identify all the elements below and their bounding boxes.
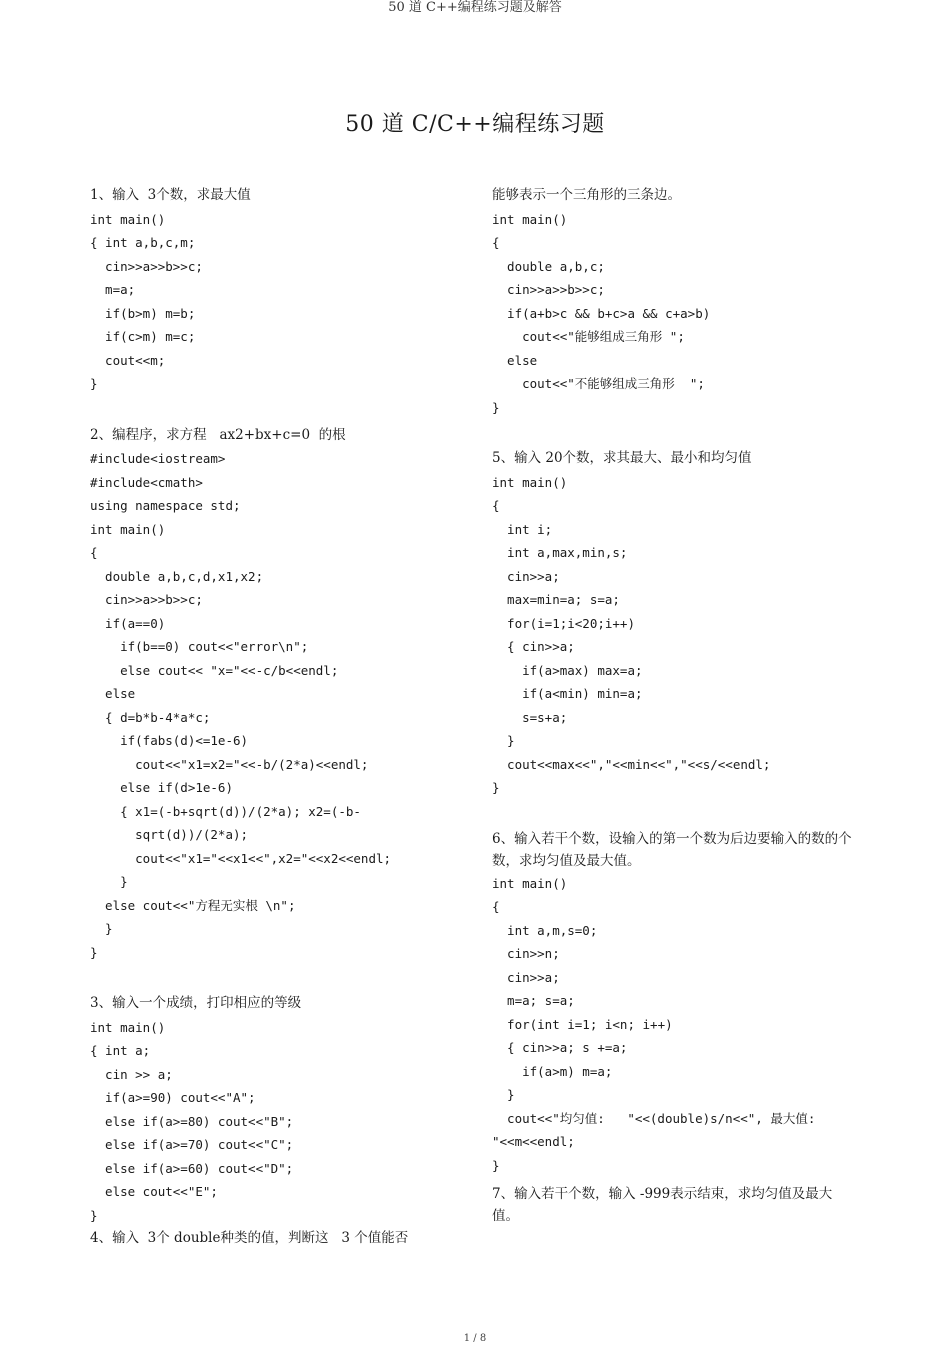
code-line: { d=b*b-4*a*c; xyxy=(90,709,211,725)
code-line: { xyxy=(492,498,500,513)
code-line: cin>>a>>b>>c; xyxy=(90,258,203,274)
code-line: } xyxy=(492,780,500,795)
code-line: else if(a>=80) cout<<"B"; xyxy=(90,1113,294,1129)
code-line: } xyxy=(90,874,128,889)
code-line: int main() xyxy=(90,211,166,227)
code-line: for(i=1;i<20;i++) xyxy=(492,615,635,631)
section-gap xyxy=(90,396,460,424)
code-line: else if(a>=70) cout<<"C"; xyxy=(90,1137,294,1152)
right-column xyxy=(492,184,852,1227)
problem-heading: 能够表示一个三角形的三条边。 xyxy=(492,187,681,203)
code-line: m=a; s=a; xyxy=(492,993,575,1008)
running-header: 50 道 C++编程练习题及解答 xyxy=(388,0,562,15)
code-line: { cin>>a; s +=a; xyxy=(492,1040,628,1055)
code-line: int i; xyxy=(492,521,553,537)
problem-heading: 1、输入 3个数，求最大值 xyxy=(90,187,251,203)
code-line: { int a,b,c,m; xyxy=(90,235,196,250)
code-line: { cin>>a; xyxy=(492,639,575,654)
code-line: sqrt(d))/(2*a); xyxy=(90,827,249,842)
code-line: "<<m<<endl; xyxy=(492,1134,575,1149)
code-line: if(b>m) m=b; xyxy=(90,305,196,321)
code-line: if(a+b>c && b+c>a && c+a>b) xyxy=(492,305,711,321)
code-line: double a,b,c; xyxy=(492,258,605,274)
code-line: max=min=a; s=a; xyxy=(492,592,620,607)
code-line: cout<<max<<","<<min<<","<<s/<<endl; xyxy=(492,756,771,772)
code-line: else cout<< "x="<<-c/b<<endl; xyxy=(90,662,339,678)
code-line: if(c>m) m=c; xyxy=(90,329,196,344)
problem-heading: 4、输入 3个 double种类的值，判断这 3 个值能否 xyxy=(90,1230,409,1246)
code-line: else if(a>=60) cout<<"D"; xyxy=(90,1160,294,1176)
code-line: else cout<<"E"; xyxy=(90,1184,218,1199)
code-line: cout<<"x1="<<x1<<",x2="<<x2<<endl; xyxy=(90,850,392,866)
code-line: cout<<"x1=x2="<<-b/(2*a)<<endl; xyxy=(90,756,369,772)
code-line: if(b==0) cout<<"error\n"; xyxy=(90,639,309,654)
code-line: if(a>=90) cout<<"A"; xyxy=(90,1090,256,1105)
code-line: if(a<min) min=a; xyxy=(492,686,643,701)
code-line: } xyxy=(492,399,500,415)
code-line: double a,b,c,d,x1,x2; xyxy=(90,568,264,584)
code-line: if(fabs(d)<=1e-6) xyxy=(90,733,249,748)
section-gap xyxy=(492,419,852,447)
code-line: } xyxy=(492,1157,500,1173)
code-line: cout<<m; xyxy=(90,352,166,368)
code-line: { xyxy=(90,545,98,560)
code-line: for(int i=1; i<n; i++) xyxy=(492,1016,673,1032)
code-line: else xyxy=(90,686,136,701)
code-line: else if(d>1e-6) xyxy=(90,780,233,795)
code-line: } xyxy=(90,1207,98,1223)
code-line: m=a; xyxy=(90,282,136,297)
problem-heading: 3、输入一个成绩，打印相应的等级 xyxy=(90,995,302,1011)
code-line: } xyxy=(90,944,98,960)
problem-heading: 5、输入 20个数，求其最大、最小和均匀值 xyxy=(492,450,752,466)
code-line: if(a==0) xyxy=(90,615,166,631)
problem-heading: 2、编程序，求方程 ax2+bx+c=0 的根 xyxy=(90,426,346,443)
code-line: cout<<"不能够组成三角形 "; xyxy=(492,376,705,391)
code-line: int main() xyxy=(492,211,568,227)
code-line: int main() xyxy=(90,521,166,537)
document-title: 50 道 C/C++编程练习题 xyxy=(345,112,605,137)
code-line: else cout<<"方程无实根 \n"; xyxy=(90,897,296,913)
code-line: #include<cmath> xyxy=(90,474,203,490)
code-line: cin>>a; xyxy=(492,969,560,985)
code-line: int a,m,s=0; xyxy=(492,922,598,938)
code-line: } xyxy=(492,1087,515,1102)
code-line: cin>>a>>b>>c; xyxy=(90,592,203,607)
code-line: { x1=(-b+sqrt(d))/(2*a); x2=(-b- xyxy=(90,803,361,819)
code-line: cin >> a; xyxy=(90,1066,173,1082)
code-line: cout<<"能够组成三角形 "; xyxy=(492,329,685,344)
problem-heading: 7、输入若干个数，输入 -999表示结束，求均匀值及最大值。 xyxy=(492,1186,833,1224)
code-line: #include<iostream> xyxy=(90,451,226,466)
code-line: cout<<"均匀值: "<<(double)s/n<<", 最大值: xyxy=(492,1110,816,1126)
code-line: cin>>a; xyxy=(492,568,560,584)
code-line: { int a; xyxy=(90,1043,151,1058)
code-line: int main() xyxy=(492,474,568,490)
code-line: } xyxy=(90,376,98,391)
code-line: s=s+a; xyxy=(492,709,568,725)
page-number: 1 / 8 xyxy=(463,1333,487,1344)
code-line: { xyxy=(492,899,500,914)
code-line: cin>>a>>b>>c; xyxy=(492,282,605,297)
code-line: { xyxy=(492,235,500,250)
code-line: int main() xyxy=(492,875,568,891)
section-gap xyxy=(90,964,460,992)
code-line: else xyxy=(492,352,538,368)
left-column xyxy=(90,184,460,1251)
code-line: using namespace std; xyxy=(90,498,241,513)
problem-heading: 6、输入若干个数，设输入的第一个数为后边要输入的数的个数，求均匀值及最大值。 xyxy=(492,830,852,869)
code-line: } xyxy=(492,733,515,748)
code-line: cin>>n; xyxy=(492,946,560,961)
code-line: int main() xyxy=(90,1019,166,1035)
code-line: } xyxy=(90,921,113,936)
code-line: if(a>m) m=a; xyxy=(492,1063,613,1079)
section-gap xyxy=(492,800,852,828)
code-line: int a,max,min,s; xyxy=(492,545,628,560)
code-line: if(a>max) max=a; xyxy=(492,662,643,678)
